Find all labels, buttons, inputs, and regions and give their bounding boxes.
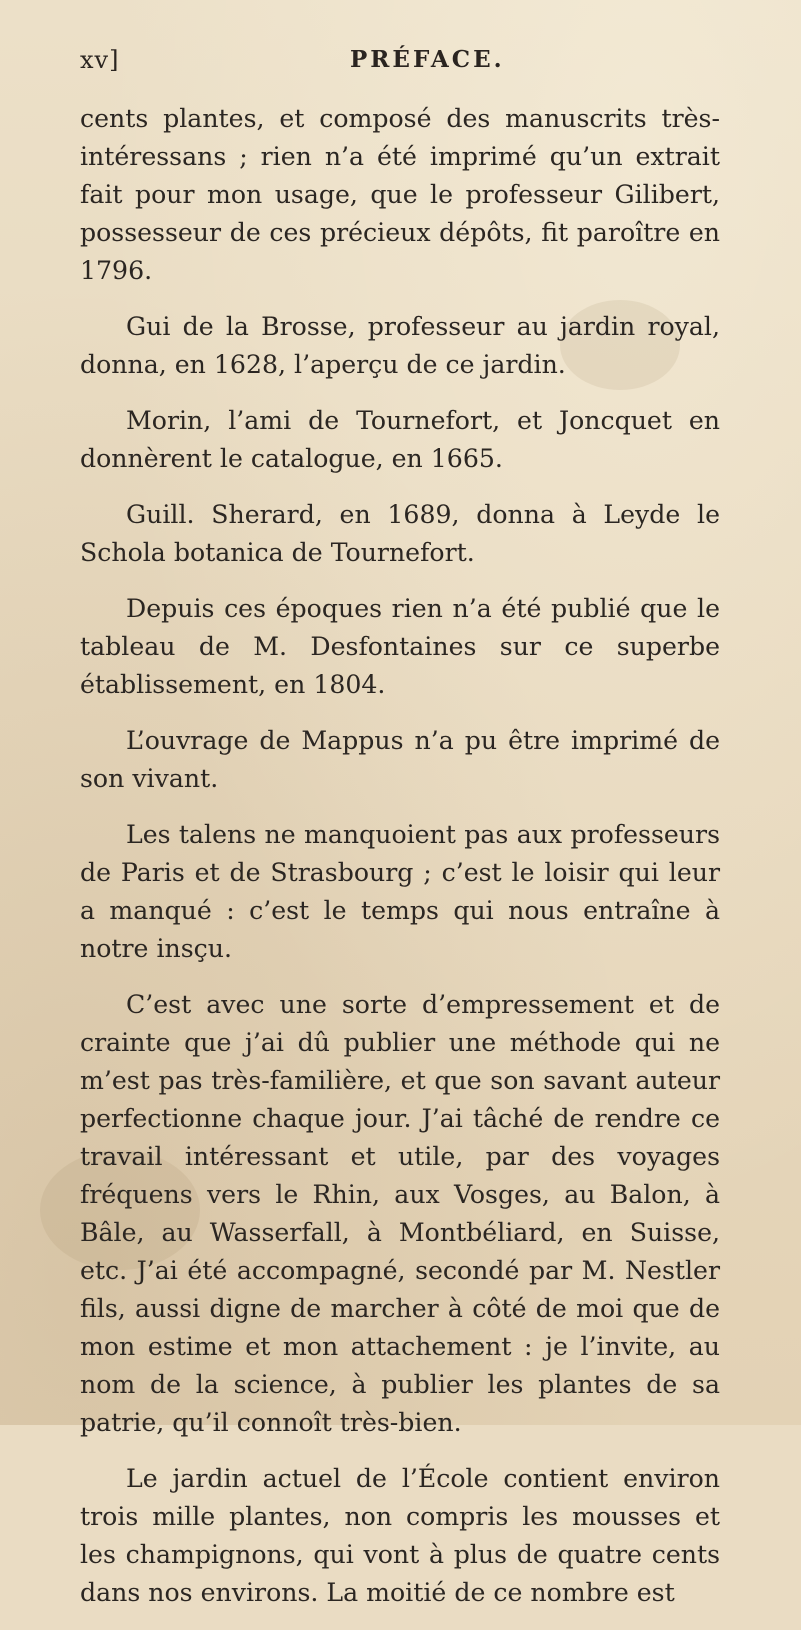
running-head: PRÉFACE. [350, 46, 505, 73]
paragraph-5: Depuis ces époques rien n’a été publié que le tableau de M. Desfontaines sur ce superbe établissement, en 1804. [80, 594, 720, 699]
paragraph-3: Morin, l’ami de Tournefort, et Joncquet en donnèrent le catalogue, en 1665. [80, 406, 720, 473]
paragraph-9: Le jardin actuel de l’École contient environ trois mille plantes, non compris les mousses et les champignons, qui vont à plus de quatre cents dans nos environs. La moitié de ce nombre est [80, 1464, 720, 1607]
paragraph-4: Guill. Sherard, en 1689, donna à Leyde le Schola botanica de Tournefort. [80, 500, 720, 567]
page-header [80, 40, 730, 80]
paragraph-8: C’est avec une sorte d’empressement et de crainte que j’ai dû publier une méthode qui ne m’est pas très-familière, et que son savant auteur perfectionne chaque jour. J’ai tâché de rendre ce travail intéressant et utile, par des voyages fréquens vers le Rhin, aux Vosges, au Balon, à Bâle, au Wasserfall, à Montbéliard, en Suisse, etc. J’ai été accompagné, secondé par M. Nestler fils, aussi digne de marcher à côté de moi que de mon estime et mon attachement : je l’invite, au nom de la science, à publier les plantes de sa patrie, qu’il connoît très-bien. [80, 990, 720, 1437]
paragraph-7: Les talens ne manquoient pas aux professeurs de Paris et de Strasbourg ; c’est le loisir qui leur a manqué : c’est le temps qui nous entraîne à notre insçu. [80, 820, 720, 963]
body-text [80, 100, 720, 1630]
page-number: xv] [80, 46, 120, 74]
paragraph-6: L’ouvrage de Mappus n’a pu être imprimé de son vivant. [80, 726, 720, 793]
paragraph-1: cents plantes, et composé des manuscrits très-intéressans ; rien n’a été imprimé qu’un extrait fait pour mon usage, que le professeur Gilibert, possesseur de ces précieux dépôts, fit paroître en 1796. [80, 104, 720, 285]
paragraph-2: Gui de la Brosse, professeur au jardin royal, donna, en 1628, l’aperçu de ce jardin. [80, 312, 720, 379]
